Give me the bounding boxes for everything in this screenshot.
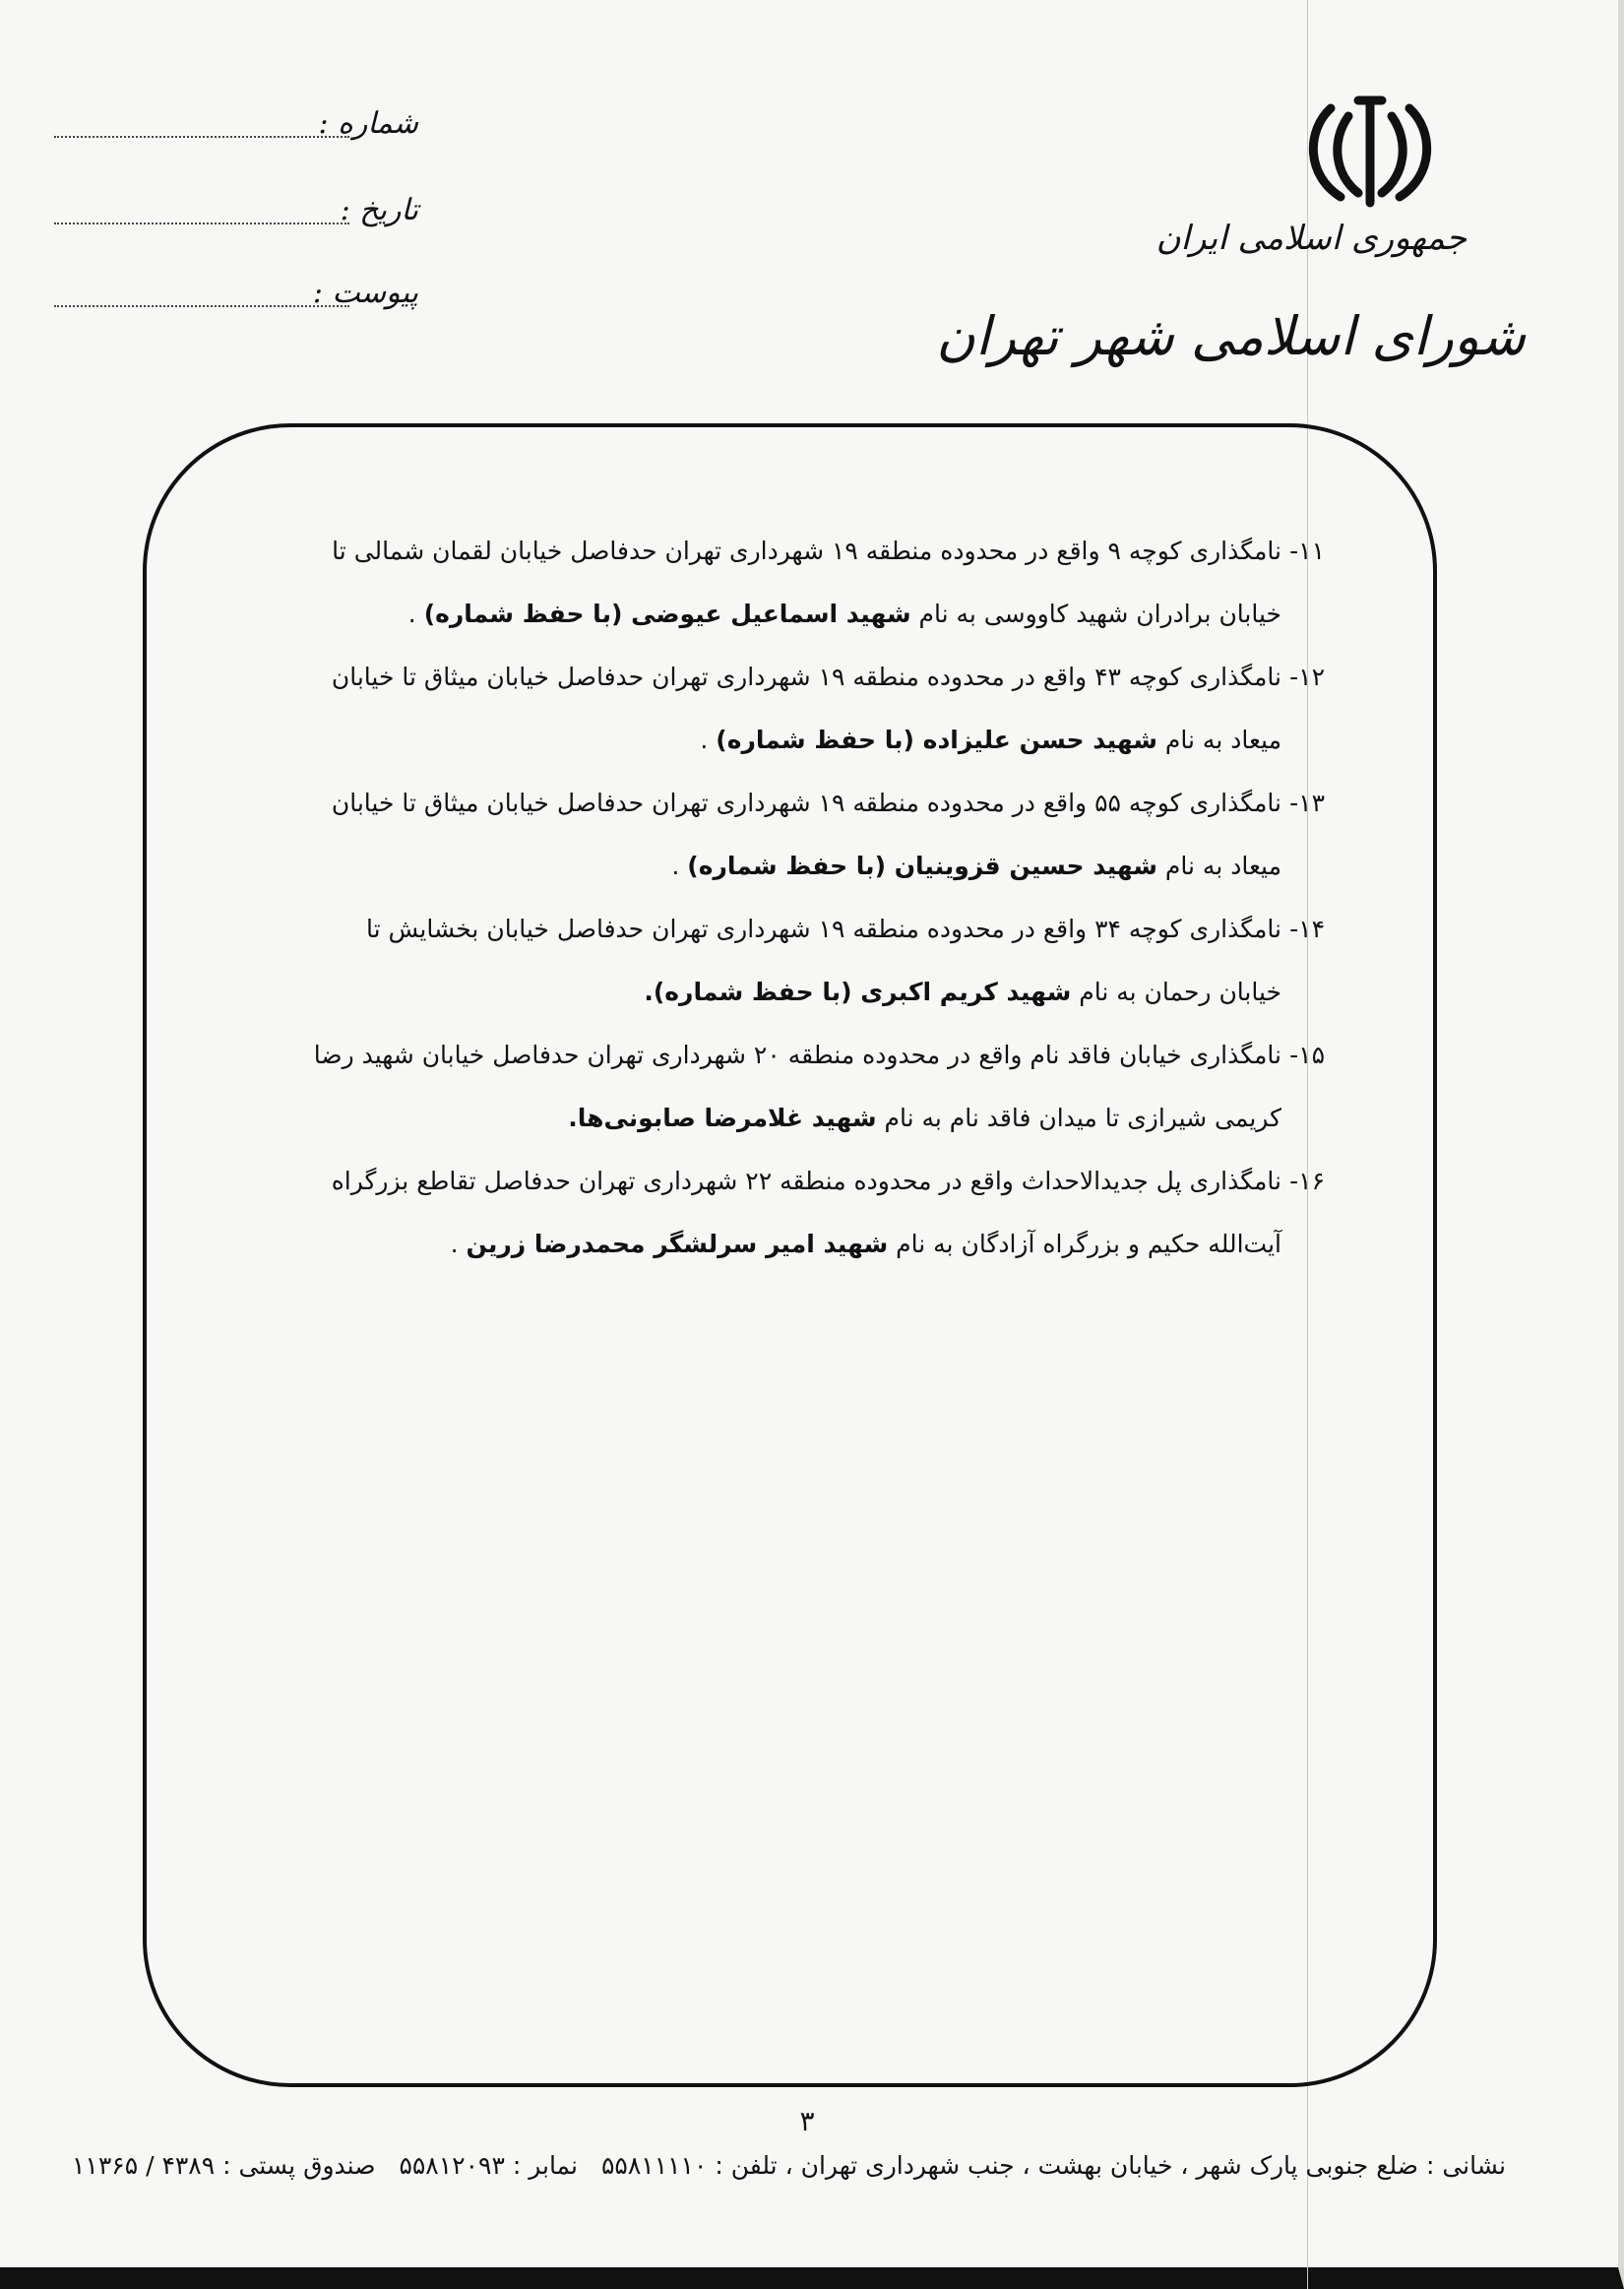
- page-number: ۳: [799, 2105, 815, 2137]
- footer-address: [71, 2151, 1506, 2180]
- item-number: ۱۴-: [1289, 915, 1325, 943]
- date-label: تاریخ :: [340, 193, 418, 227]
- item-line2-bold: شهید حسین قزوینیان (با حفظ شماره): [687, 852, 1157, 880]
- item-line2-bold: شهید اسماعیل عیوضی (با حفظ شماره): [423, 600, 911, 628]
- item-line2-prefix: میعاد به نام: [1156, 726, 1281, 754]
- attachment-dotted-line: [54, 305, 349, 307]
- item-line2-bold: شهید غلامرضا صابونی‌ها.: [568, 1104, 877, 1132]
- address-text: نشانی : ضلع جنوبی پارک شهر ، خیابان بهشت ، جنب شهرداری تهران ، تلفن : ۵۵۸۱۱۱۱۰: [600, 2151, 1506, 2180]
- number-field: [54, 106, 418, 156]
- resolution-list: [219, 520, 1325, 1276]
- item-line2-suffix: .: [671, 852, 688, 880]
- item-line2-suffix: .: [700, 726, 717, 754]
- list-item: [219, 646, 1325, 772]
- item-line1: نامگذاری کوچه ۹ واقع در محدوده منطقه ۱۹ شهرداری تهران حدفاصل خیابان لقمان شمالی تا: [332, 537, 1281, 565]
- number-label: شماره :: [318, 106, 418, 141]
- item-line1: نامگذاری کوچه ۳۴ واقع در محدوده منطقه ۱۹ شهرداری تهران حدفاصل خیابان بخشایش تا: [366, 915, 1281, 943]
- item-number: ۱۱-: [1289, 537, 1325, 565]
- list-item: [219, 772, 1325, 898]
- item-line2-bold: شهید حسن علیزاده (با حفظ شماره): [716, 726, 1157, 754]
- date-dotted-line: [54, 223, 349, 224]
- country-name: جمهوری اسلامی ایران: [1156, 219, 1467, 258]
- item-line2-suffix: .: [407, 600, 424, 628]
- fax-text: نمابر : ۵۵۸۱۲۰۹۳: [399, 2151, 578, 2180]
- item-line2-prefix: میعاد به نام: [1156, 852, 1281, 880]
- item-line2-bold: شهید امیر سرلشگر محمدرضا زرین: [466, 1230, 889, 1258]
- item-number: ۱۳-: [1289, 789, 1325, 817]
- item-number: ۱۵-: [1289, 1041, 1325, 1069]
- item-line1: نامگذاری خیابان فاقد نام واقع در محدوده منطقه ۲۰ شهرداری تهران حدفاصل خیابان شهید رضا: [313, 1041, 1281, 1069]
- list-item: [219, 1024, 1325, 1150]
- item-line2-prefix: آیت‌الله حکیم و بزرگراه آزادگان به نام: [888, 1230, 1281, 1258]
- item-line2-prefix: کریمی شیرازی تا میدان فاقد نام به نام: [876, 1104, 1281, 1132]
- iran-emblem-icon: [1301, 87, 1439, 215]
- item-line1: نامگذاری کوچه ۴۳ واقع در محدوده منطقه ۱۹ شهرداری تهران حدفاصل خیابان میثاق تا خیابان: [331, 663, 1281, 691]
- list-item: [219, 520, 1325, 646]
- number-dotted-line: [54, 136, 349, 138]
- item-line2-suffix: .: [450, 1230, 467, 1258]
- list-item: [219, 1150, 1325, 1276]
- item-line1: نامگذاری پل جدیدالاحداث واقع در محدوده منطقه ۲۲ شهرداری تهران حدفاصل تقاطع بزرگراه: [331, 1167, 1281, 1195]
- attachment-field: [54, 276, 418, 325]
- attachment-label: پیوست :: [312, 276, 418, 310]
- item-line1: نامگذاری کوچه ۵۵ واقع در محدوده منطقه ۱۹ شهرداری تهران حدفاصل خیابان میثاق تا خیابان: [331, 789, 1281, 817]
- date-field: [54, 193, 418, 242]
- item-number: ۱۶-: [1289, 1167, 1325, 1195]
- item-line2-prefix: خیابان برادران شهید کاووسی به نام: [910, 600, 1281, 628]
- council-name: شورای اسلامی شهر تهران: [936, 305, 1526, 367]
- item-number: ۱۲-: [1289, 663, 1325, 691]
- item-line2-prefix: خیابان رحمان به نام: [1071, 978, 1281, 1006]
- item-line2-bold: شهید کریم اکبری (با حفظ شماره).: [644, 978, 1072, 1006]
- po-box-text: صندوق پستی : ۴۳۸۹ / ۱۱۳۶۵: [71, 2151, 376, 2180]
- list-item: [219, 898, 1325, 1024]
